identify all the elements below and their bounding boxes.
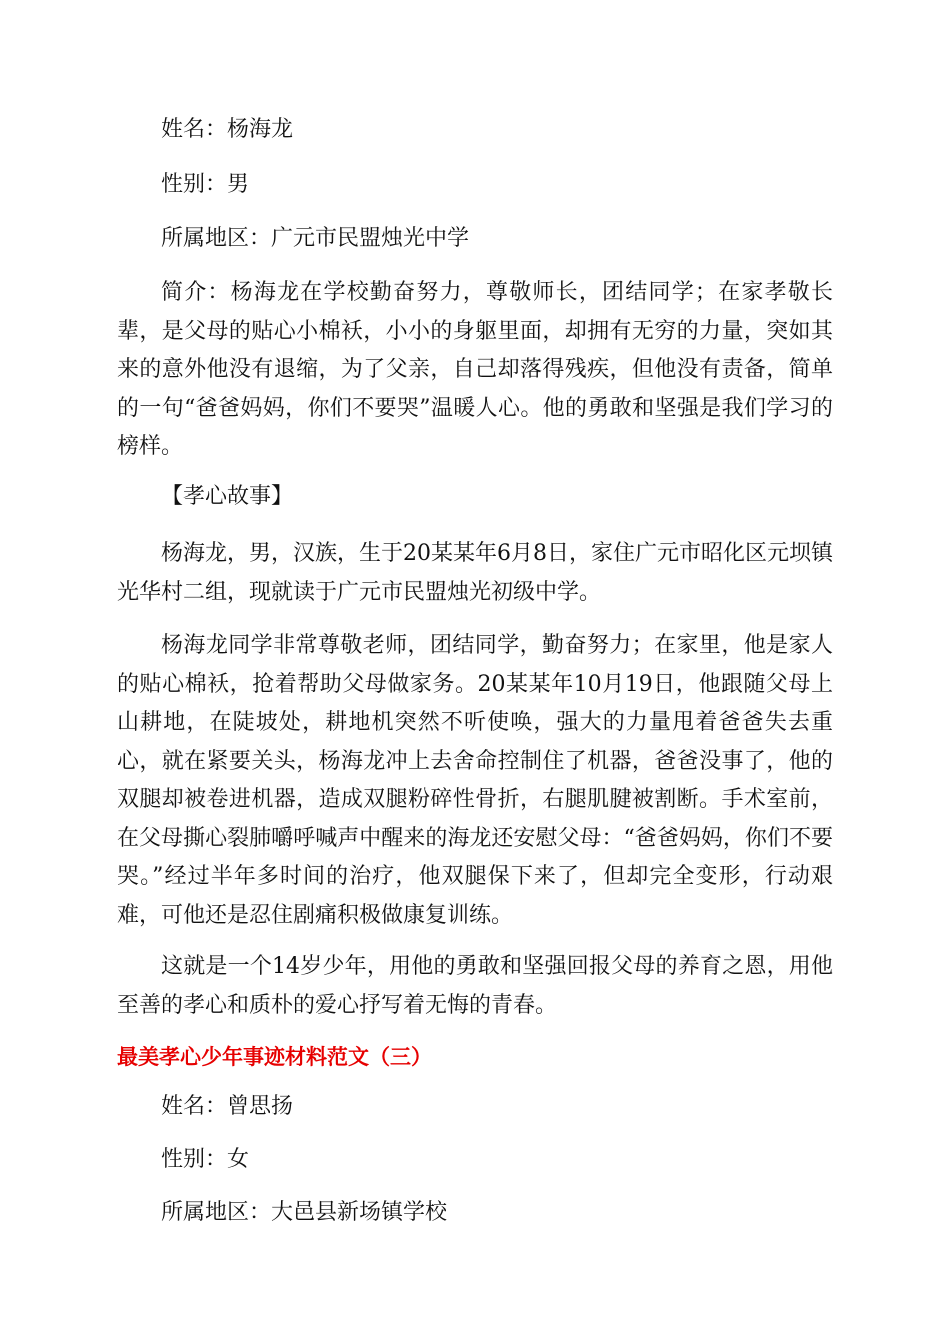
region-line-2: 所属地区：大邑县新场镇学校 [161, 1200, 448, 1225]
story-paragraph-3: 这就是一个14岁少年，用他的勇敢和坚强回报父母的养育之恩，用他至善的孝心和质朴的爱心抒写着无悔的青春。 [117, 954, 833, 1018]
name-line: 姓名：杨海龙 [161, 117, 294, 142]
story-paragraph-2: 杨海龙同学非常尊敬老师，团结同学，勤奋努力；在家里，他是家人的贴心棉袄，抢着帮助父母做家务。20某某年10月19日，他跟随父母上山耕地，在陡坡处，耕地机突然不听使唤，强大的力量甩着爸爸失去重心，就在紧要关头，杨海龙冲上去舍命控制住了机器，爸爸没事了，他的双腿却被卷进机器，造成双腿粉碎性骨折，右腿肌腱被割断。手术室前，在父母撕心裂肺嚼呼喊声中醒来的海龙还安慰父母：“爸爸妈妈，你们不要哭。”经过半年多时间的治疗，他双腿保下来了，但却完全变形，行动艰难，可他还是忍住剧痛积极做康复训练。 [117, 633, 833, 928]
section-title: 最美孝心少年事迹材料范文（三） [117, 1045, 432, 1069]
story-paragraph-1: 杨海龙，男，汉族，生于20某某年6月8日，家住广元市昭化区元坝镇光华村二组，现就读于广元市民盟烛光初级中学。 [117, 541, 833, 605]
intro-paragraph: 简介：杨海龙在学校勤奋努力，尊敬师长，团结同学；在家孝敬长辈，是父母的贴心小棉袄，小小的身躯里面，却拥有无穷的力量，突如其来的意外他没有退缩，为了父亲，自己却落得残疾，但他没有责备，简单的一句“爸爸妈妈，你们不要哭”温暖人心。他的勇敢和坚强是我们学习的榜样。 [117, 280, 833, 459]
story-heading: 【孝心故事】 [161, 484, 294, 509]
gender-line: 性别：男 [161, 172, 250, 197]
region-line: 所属地区：广元市民盟烛光中学 [161, 226, 470, 251]
gender-line-2: 性别：女 [161, 1147, 250, 1172]
name-line-2: 姓名：曾思扬 [161, 1094, 294, 1119]
